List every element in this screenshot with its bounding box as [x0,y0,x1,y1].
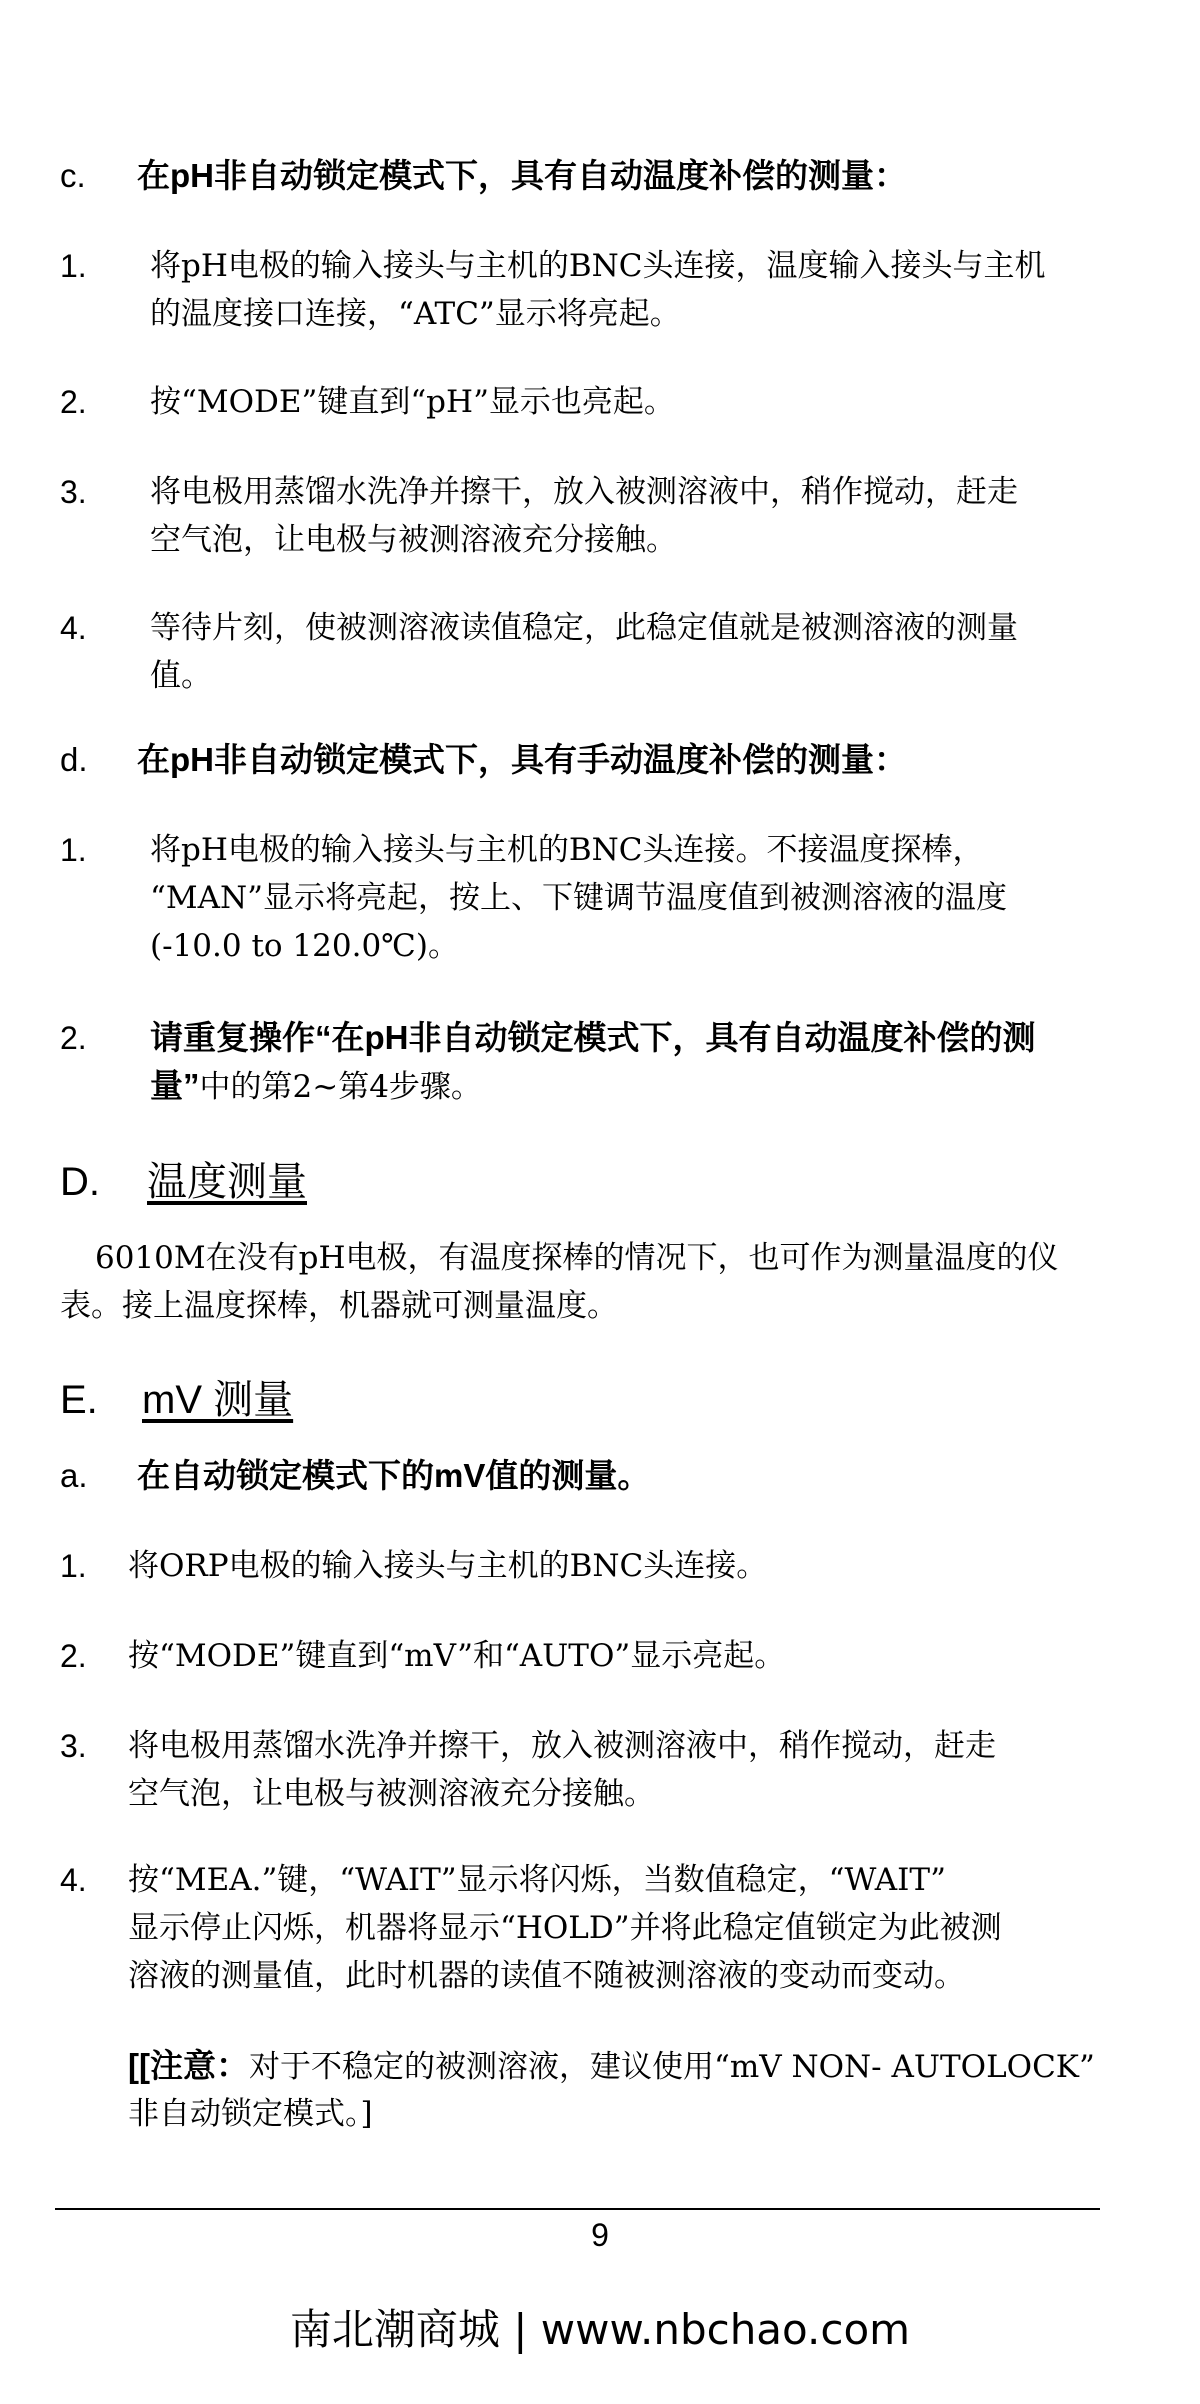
page-number: 9 [591,2217,609,2253]
section-d-marker: d. [60,741,88,778]
step-text: 将pH电极的输入接头与主机的BNC头连接，温度输入接头与主机 [150,248,1046,284]
note-text: 对于不稳定的被测溶液，建议使用“mV NON- AUTOLOCK” [248,2049,1095,2085]
subsection-a-marker: a. [60,1457,88,1494]
step-text: 中的第2~第4步骤。 [199,1069,482,1105]
step-text: 将ORP电极的输入接头与主机的BNC头连接。 [128,1548,768,1584]
note-text: 非自动锁定模式。] [128,2096,373,2132]
footer-watermark: 南北潮商城 | www.nbchao.com [289,2305,911,2354]
section-c-marker: c. [60,157,86,194]
subsection-a-title: 在自动锁定模式下的mV值的测量。 [137,1457,651,1494]
step-text: 将电极用蒸馏水洗净并擦干，放入被测溶液中，稍作搅动，赶走 [128,1728,996,1764]
paragraph-line: 6010M在没有pH电极，有温度探棒的情况下，也可作为测量温度的仪 [95,1240,1059,1276]
step-text: 按“MEA.”键，“WAIT”显示将闪烁，当数值稳定，“WAIT” [128,1862,946,1898]
section-D-marker: D. [60,1160,100,1204]
note-line [128,2042,1095,2091]
step-text: 将pH电极的输入接头与主机的BNC头连接。不接温度探棒， [150,832,984,868]
step-text: 按“MODE”键直到“mV”和“AUTO”显示亮起。 [128,1638,786,1674]
step-number: 1. [60,1548,87,1584]
step-text: “MAN”显示将亮起，按上、下键调节温度值到被测溶液的温度 [150,880,1007,916]
section-E-title: mV 测量 [142,1378,294,1422]
section-d-title: 在pH非自动锁定模式下，具有手动温度补偿的测量： [137,741,907,778]
step-text: 按“MODE”键直到“pH”显示也亮起。 [150,384,675,420]
step-text: 溶液的测量值，此时机器的读值不随被测溶液的变动而变动。 [128,1958,965,1994]
step-number: 3. [60,474,87,510]
step-text: (-10.0 to 120.0℃)。 [150,928,459,964]
section-D-title: 温度测量 [147,1160,307,1204]
step-number: 2. [60,1638,87,1674]
step-text-line [150,1062,482,1111]
step-text: 的温度接口连接，“ATC”显示将亮起。 [150,296,681,332]
paragraph-line: 表。接上温度探棒，机器就可测量温度。 [60,1288,618,1324]
step-number: 4. [60,1862,87,1898]
step-number: 1. [60,248,87,284]
step-text: 值。 [150,658,212,694]
step-text: 空气泡，让电极与被测溶液充分接触。 [150,522,677,558]
step-number: 1. [60,832,87,868]
step-text: 空气泡，让电极与被测溶液充分接触。 [128,1776,655,1812]
section-c-title: 在pH非自动锁定模式下，具有自动温度补偿的测量： [137,157,907,194]
step-number: 3. [60,1728,87,1764]
step-number: 4. [60,610,87,646]
note-label: [[注意： [128,2047,249,2084]
step-text: 等待片刻，使被测溶液读值稳定，此稳定值就是被测溶液的测量 [150,610,1018,646]
step-text: 将电极用蒸馏水洗净并擦干，放入被测溶液中，稍作搅动，赶走 [150,474,1018,510]
step-text: 显示停止闪烁，机器将显示“HOLD”并将此稳定值锁定为此被测 [128,1910,1002,1946]
step-text-bold: 量” [150,1067,200,1104]
step-number: 2. [60,1020,87,1056]
step-number: 2. [60,384,87,420]
step-text-bold: 请重复操作“在pH非自动锁定模式下，具有自动温度补偿的测 [150,1019,1036,1056]
section-E-marker: E. [60,1378,98,1422]
